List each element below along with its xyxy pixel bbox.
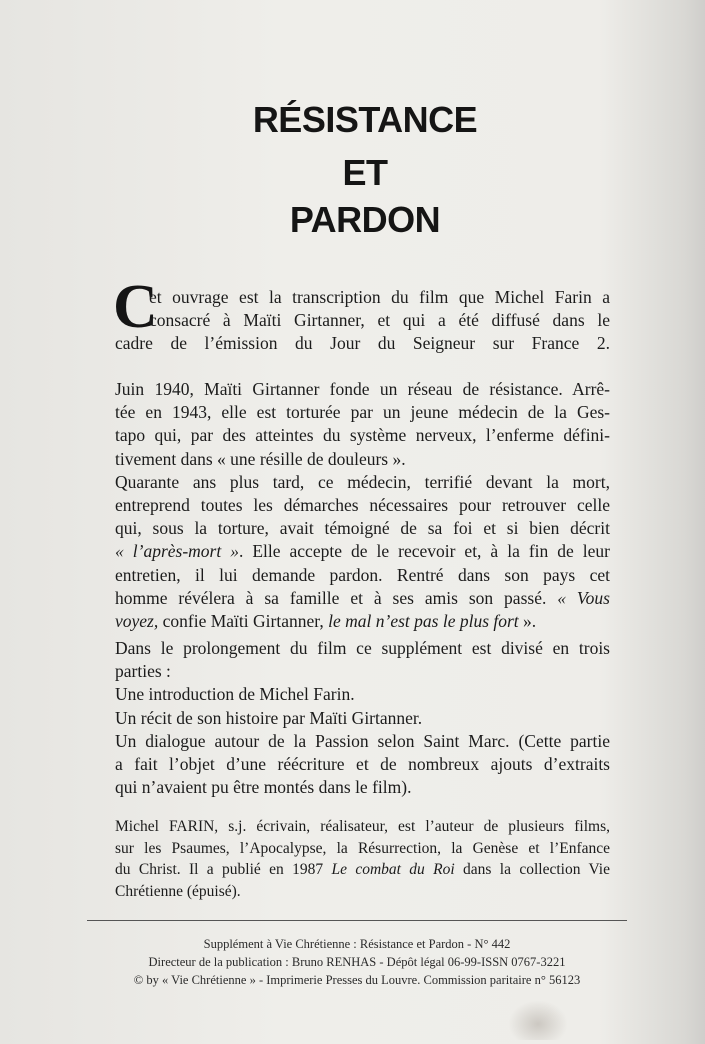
author-text: du Christ. Il a publié en 1987 [115,861,332,878]
intro-line: cadre de l’émission du Jour du Seigneur sur France 2. [115,333,610,354]
summary-line: qui, sous la torture, avait témoigné de sa foi et si bien décrit [115,518,610,539]
author-text: dans la collection Vie [454,861,610,878]
author-paragraph [115,816,610,902]
italic-book-title: Le combat du Roi [331,861,455,878]
summary-text: ». [518,611,537,632]
italic-quote: « Vous [557,587,610,608]
author-line: Chrétienne (épuisé). [115,882,241,900]
intro-paragraph [115,286,610,356]
footer-line-2: Directeur de la publication : Bruno RENHAS - Dépôt légal 06-99-ISSN 0767-3221 [148,955,566,969]
supplement-line: qui n’avaient pu être montés dans le film). [115,777,412,798]
author-line: Michel FARIN, s.j. écrivain, réalisateur, est l’auteur de plusieurs films, [115,818,610,835]
supplement-line: Dans le prolongement du film ce supplément est divisé en trois [115,638,610,658]
supplement-line: parties : [115,661,171,682]
summary-line: Quarante ans plus tard, ce médecin, terrifié devant la mort, [115,471,610,492]
footer-line-1: Supplément à Vie Chrétienne : Résistance et Pardon - N° 442 [203,937,511,951]
italic-quote: voyez, [115,611,159,632]
summary-line: entreprend toutes les démarches nécessaires pour retrouver celle [115,495,610,516]
italic-quote: le mal n’est pas le plus fort [328,611,519,632]
author-line: sur les Psaumes, l’Apocalypse, la Résurrection, la Genèse et l’Enfance [115,839,610,857]
supplement-line: Une introduction de Michel Farin. [115,684,355,705]
supplement-line: Un récit de son histoire par Maïti Girtanner. [115,707,423,728]
footer-divider [87,920,627,921]
summary-line [115,610,610,633]
title-line-3: PARDON [289,199,441,240]
drop-cap: C [113,273,158,341]
author-line [115,859,610,881]
footer-line-3: © by « Vie Chrétienne » - Imprimerie Presses du Louvre. Commission paritaire n° 56123 [133,973,581,987]
intro-line: consacré à Maïti Girtanner, et qui a été diffusé dans le [149,310,610,331]
summary-line: tapo qui, par des atteintes du système nerveux, l’enferme défini- [115,425,610,446]
italic-quote: « l’après-mort » [115,541,239,562]
summary-text: . Elle accepte de le recevoir et, à la fin de leur [238,541,610,562]
title-line-1: RÉSISTANCE [252,99,478,140]
supplement-line: a fait l’objet d’une réécriture et de nombreux ajouts d’extraits [115,754,610,775]
summary-text: confie Maïti Girtanner, [158,611,329,632]
supplement-line: Un dialogue autour de la Passion selon Saint Marc. (Cette partie [115,730,610,751]
summary-line [115,540,610,563]
summary-line [115,587,610,610]
summary-line: tivement dans « une résille de douleurs ». [115,448,406,469]
summary-line: entretien, il lui demande pardon. Rentré dans son pays cet [115,564,610,585]
summary-line: tée en 1943, elle est torturée par un jeune médecin de la Ges- [115,402,610,423]
paper-stain [508,1000,568,1040]
summary-paragraph [115,378,610,633]
title-line-2: ET [342,152,388,193]
summary-line: Juin 1940, Maïti Girtanner fonde un réseau de résistance. Arrê- [115,379,610,399]
intro-line: et ouvrage est la transcription du film que Michel Farin a [149,287,610,307]
supplement-paragraph [115,637,610,799]
summary-text: homme révélera à sa famille et à ses amis son passé. [115,587,558,608]
